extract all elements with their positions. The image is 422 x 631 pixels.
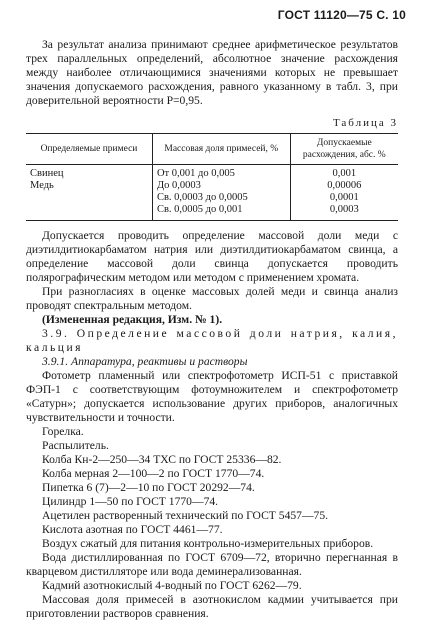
tolerance-value: 0,0003 [329, 204, 359, 215]
list-item: Цилиндр 1—50 по ГОСТ 1770—74. [42, 495, 219, 508]
table-cell-tolerances [290, 165, 398, 221]
table-row [26, 165, 398, 221]
page-header: ГОСТ 11120—75 С. 10 [277, 8, 406, 22]
paragraph-disputes: При разногласиях в оценке массовых долей меди и свинца анализ проводят спектральным методом. [26, 285, 398, 312]
tolerance-value: 0,0001 [329, 192, 359, 203]
list-item: Воздух сжатый для питания контрольно-измерительных приборов. [42, 537, 374, 550]
tolerance-value: 0,00006 [327, 180, 362, 191]
list-item: Вода дистиллированная по ГОСТ 6709—72, вторично перегнанная в кварцевом дистилляторе или вода деминерализованная. [26, 551, 398, 578]
table-cell-ranges [152, 165, 290, 221]
list-item: Кислота азотная по ГОСТ 4461—77. [42, 523, 223, 536]
paragraph-result: За результат анализа принимают среднее арифметическое результатов трех параллельных определений, абсолютное значение расхождения между наиболее отличающимися значениями которых не превышает значения допускаемого расхождения, равного указанному в табл. 3, при доверительной вероятности P=0,95. [26, 38, 398, 107]
impurity-copper: Медь [30, 180, 54, 191]
list-item: Колба мерная 2—100—2 по ГОСТ 1770—74. [42, 467, 265, 480]
table-caption: Таблица 3 [332, 117, 398, 129]
table-header-tolerance: Допускаемые расхождения, абс. % [290, 134, 398, 165]
document-body [26, 38, 398, 621]
list-item: Массовая доля примесей в азотнокислом кадмии учитывается при приготовлении растворов сравнения. [26, 593, 398, 620]
list-item: Горелка. [42, 425, 84, 438]
list-item: Фотометр пламенный или спектрофотометр ИСП-51 с приставкой ФЭП-1 с соответствующим фотоумножителем и спектрофотометр «Сатурн»; допускается использование других приборов, аналогичных чувствительности и точности. [26, 369, 398, 424]
list-item: Ацетилен растворенный технический по ГОСТ 5457—75. [42, 509, 329, 522]
list-item: Кадмий азотнокислый 4-водный по ГОСТ 6262—79. [42, 579, 302, 592]
list-item: Колба Кн-2—250—34 ТХС по ГОСТ 25336—82. [42, 453, 282, 466]
table-header-mass-fraction: Массовая доля примесей, % [152, 134, 290, 165]
range-value: Св. 0,0003 до 0,0005 [156, 192, 248, 203]
list-item: Пипетка 6 (7)—2—10 по ГОСТ 20292—74. [42, 481, 255, 494]
table-cell-impurities [26, 165, 152, 221]
table-3 [26, 133, 398, 221]
range-value: От 0,001 до 0,005 [156, 168, 235, 179]
range-value: Св. 0,0005 до 0,001 [156, 204, 243, 215]
range-value: До 0,0003 [156, 180, 201, 191]
section-heading-3-9: 3.9. Определение массовой доли натрия, калия, кальция [26, 327, 398, 354]
table-header-impurities: Определяемые примеси [26, 134, 152, 165]
edition-note: (Измененная редакция, Изм. № 1). [42, 313, 223, 326]
impurity-lead: Свинец [30, 168, 64, 179]
tolerance-value: 0,001 [332, 168, 357, 179]
paragraph-alternatives: Допускается проводить определение массовой доли меди с диэтилдитиокарбаматом натрия или диэтилдитиокарбаматом свинца, а определение массовой доли свинца допускается проводить полярографическим методом или методом с применением хромата. [26, 229, 398, 284]
list-item: Распылитель. [42, 439, 109, 452]
section-heading-3-9-1: 3.9.1. Аппаратура, реактивы и растворы [42, 355, 248, 368]
